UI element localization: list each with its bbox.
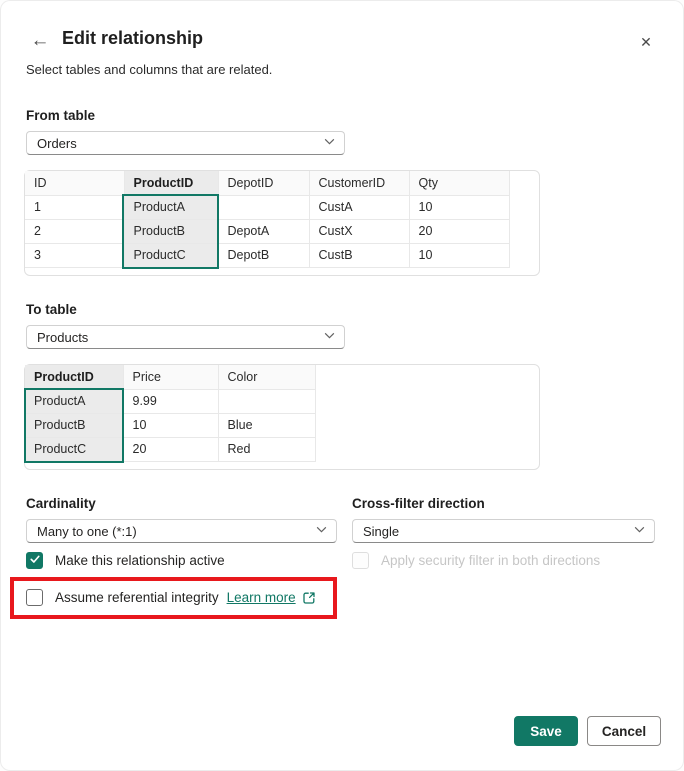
- cell[interactable]: ProductC: [25, 437, 123, 461]
- table-row: [25, 219, 509, 243]
- close-icon[interactable]: ✕: [640, 34, 652, 50]
- to-table-dropdown[interactable]: [26, 325, 345, 349]
- cell[interactable]: DepotA: [218, 219, 309, 243]
- cancel-button[interactable]: Cancel: [587, 716, 661, 746]
- to-table-preview: [24, 364, 540, 470]
- cell[interactable]: 20: [123, 437, 218, 461]
- cell[interactable]: 1: [25, 195, 124, 219]
- cell[interactable]: [218, 389, 315, 413]
- cell[interactable]: CustB: [309, 243, 409, 267]
- from-table-label: From table: [26, 108, 96, 123]
- dialog-subtitle: Select tables and columns that are related.: [26, 62, 273, 77]
- cardinality-label: Cardinality: [26, 496, 96, 511]
- cell[interactable]: Blue: [218, 413, 315, 437]
- cardinality-dropdown[interactable]: [26, 519, 337, 543]
- table-row: [25, 437, 315, 461]
- back-arrow-icon[interactable]: ←: [30, 30, 50, 51]
- chevron-down-icon: [633, 523, 646, 539]
- referential-integrity-label: Assume referential integrity: [55, 590, 219, 605]
- from-table-dropdown-value: Orders: [37, 135, 77, 151]
- security-filter-checkbox: [352, 552, 369, 569]
- cell[interactable]: 3: [25, 243, 124, 267]
- security-filter-label: Apply security filter in both directions: [381, 553, 601, 568]
- column-header-id[interactable]: ID: [25, 171, 124, 195]
- cell[interactable]: 2: [25, 219, 124, 243]
- cardinality-dropdown-value: Many to one (*:1): [37, 523, 137, 539]
- cross-filter-dropdown[interactable]: [352, 519, 655, 543]
- column-header-color[interactable]: Color: [218, 365, 315, 389]
- from-table-dropdown[interactable]: [26, 131, 345, 155]
- referential-integrity-checkbox[interactable]: [26, 589, 43, 606]
- security-filter-option: [352, 552, 600, 569]
- cell[interactable]: Red: [218, 437, 315, 461]
- chevron-down-icon: [323, 135, 336, 151]
- cell[interactable]: ProductB: [25, 413, 123, 437]
- column-header-qty[interactable]: Qty: [409, 171, 509, 195]
- cell[interactable]: CustX: [309, 219, 409, 243]
- chevron-down-icon: [315, 523, 328, 539]
- chevron-down-icon: [323, 329, 336, 345]
- cell[interactable]: ProductC: [124, 243, 218, 267]
- to-table-grid: [25, 365, 316, 462]
- table-row: [25, 389, 315, 413]
- active-relationship-checkbox[interactable]: [26, 552, 43, 569]
- table-row: [25, 195, 509, 219]
- cell[interactable]: 10: [409, 195, 509, 219]
- external-link-icon[interactable]: [301, 590, 317, 606]
- cell[interactable]: CustA: [309, 195, 409, 219]
- to-table-dropdown-value: Products: [37, 329, 89, 345]
- table-header-row: [25, 171, 509, 195]
- active-relationship-label: Make this relationship active: [55, 553, 225, 568]
- column-header-price[interactable]: Price: [123, 365, 218, 389]
- dialog-title: Edit relationship: [62, 28, 204, 48]
- column-header-productid[interactable]: ProductID: [124, 171, 218, 195]
- cell[interactable]: ProductA: [124, 195, 218, 219]
- cell[interactable]: ProductB: [124, 219, 218, 243]
- cell[interactable]: ProductA: [25, 389, 123, 413]
- table-row: [25, 243, 509, 267]
- cross-filter-dropdown-value: Single: [363, 523, 400, 539]
- referential-integrity-option: [26, 589, 317, 606]
- learn-more-link[interactable]: Learn more: [226, 590, 296, 605]
- cell[interactable]: 20: [409, 219, 509, 243]
- active-relationship-option: [26, 552, 225, 569]
- table-header-row: [25, 365, 315, 389]
- table-row: [25, 413, 315, 437]
- save-button[interactable]: Save: [514, 716, 578, 746]
- column-header-productid[interactable]: ProductID: [25, 365, 123, 389]
- to-table-label: To table: [26, 302, 77, 317]
- cell[interactable]: 10: [123, 413, 218, 437]
- checkmark-icon: [29, 552, 41, 570]
- cross-filter-label: Cross-filter direction: [352, 496, 485, 511]
- cell[interactable]: [218, 195, 309, 219]
- from-table-preview: [24, 170, 540, 276]
- cell[interactable]: DepotB: [218, 243, 309, 267]
- from-table-grid: [25, 171, 510, 268]
- cell[interactable]: 9.99: [123, 389, 218, 413]
- column-header-customerid[interactable]: CustomerID: [309, 171, 409, 195]
- cell[interactable]: 10: [409, 243, 509, 267]
- column-header-depotid[interactable]: DepotID: [218, 171, 309, 195]
